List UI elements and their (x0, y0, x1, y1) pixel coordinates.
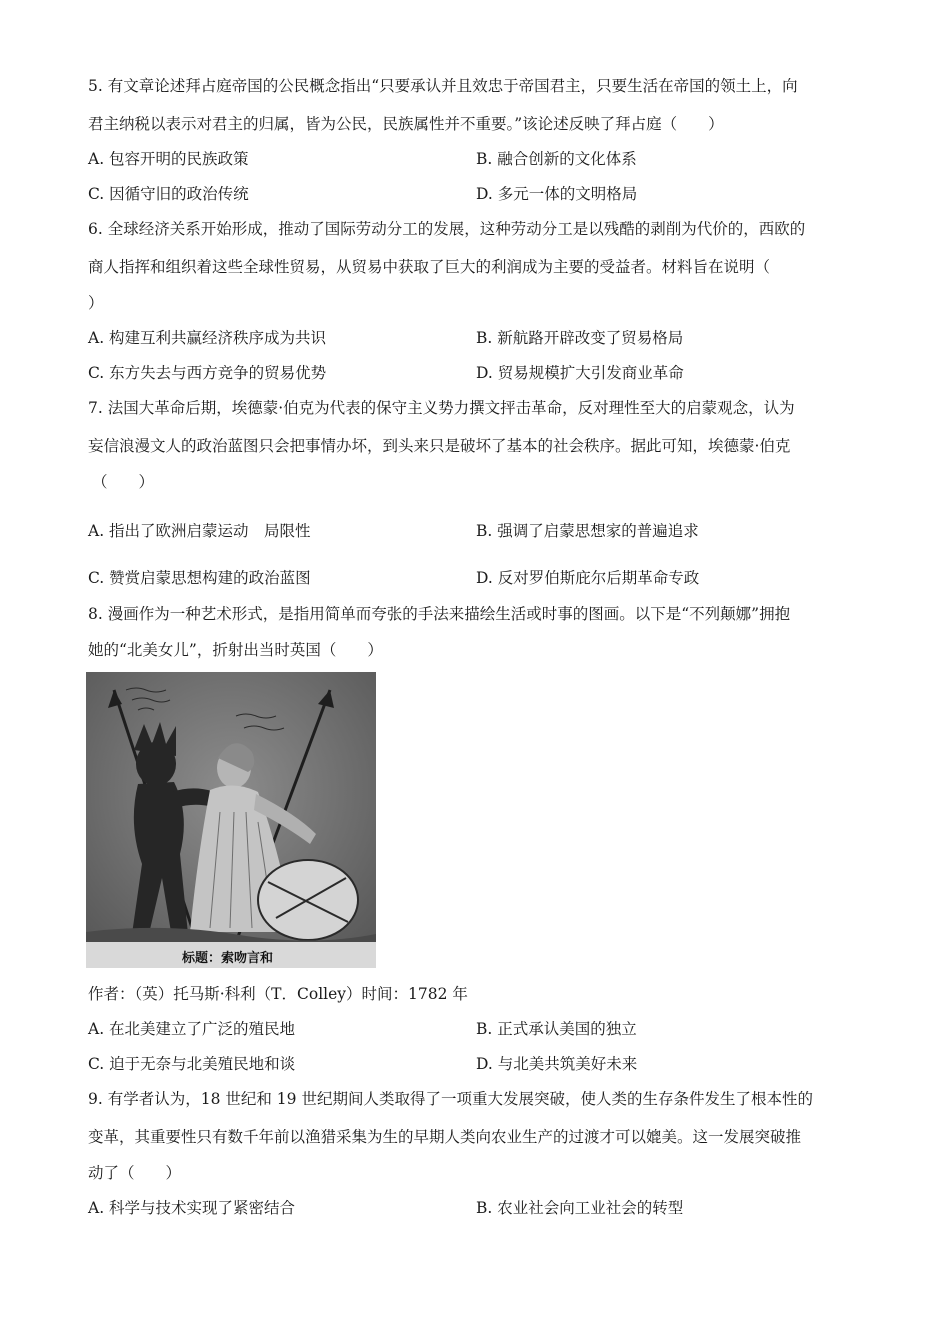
cartoon-caption-bar (86, 942, 376, 968)
q9-option-b: B. 农业社会向工业社会的转型 (476, 1199, 684, 1217)
cartoon-image (86, 672, 376, 968)
q7-option-d: D. 反对罗伯斯庇尔后期革命专政 (476, 569, 700, 587)
q5-option-b: B. 融合创新的文化体系 (476, 150, 637, 168)
q9-stem-line3: 动了（ ） (88, 1164, 182, 1182)
q6-option-a: A. 构建互利共赢经济秩序成为共识 (88, 329, 327, 347)
q6-option-c: C. 东方失去与西方竞争的贸易优势 (88, 364, 327, 382)
q8-option-b: B. 正式承认美国的独立 (476, 1020, 637, 1038)
q7-stem-line1: 7. 法国大革命后期，埃德蒙·伯克为代表的保守主义势力撰文抨击革命，反对理性至大的启蒙观念，认为 (88, 399, 795, 417)
q8-option-c: C. 迫于无奈与北美殖民地和谈 (88, 1055, 296, 1073)
q5-option-c: C. 因循守旧的政治传统 (88, 185, 249, 203)
q8-option-d: D. 与北美共筑美好未来 (476, 1055, 638, 1073)
q8-author-line: 作者：（英）托马斯·科利（T．Colley）时间：1782 年 (88, 985, 468, 1003)
q7-stem-line2: 妄信浪漫文人的政治蓝图只会把事情办坏，到头来只是破坏了基本的社会秩序。据此可知，埃德蒙·伯克 (88, 437, 791, 455)
q7-option-c: C. 赞赏启蒙思想构建的政治蓝图 (88, 569, 311, 587)
q7-stem-line3: （ ） (92, 473, 155, 491)
q7-option-a: A. 指出了欧洲启蒙运动 局限性 (88, 522, 311, 540)
q5-option-d: D. 多元一体的文明格局 (476, 185, 638, 203)
q6-stem-line3: ） (88, 294, 104, 312)
q6-option-d: D. 贸易规模扩大引发商业革命 (476, 364, 684, 382)
q5-stem-line2: 君主纳税以表示对君主的归属，皆为公民，民族属性并不重要。”该论述反映了拜占庭（ ） (88, 115, 724, 133)
q9-option-a: A. 科学与技术实现了紧密结合 (88, 1199, 296, 1217)
q5-option-a: A. 包容开明的民族政策 (88, 150, 249, 168)
q6-option-b: B. 新航路开辟改变了贸易格局 (476, 329, 684, 347)
q8-stem-line2: 她的“北美女儿”，折射出当时英国（ ） (88, 641, 383, 659)
q7-option-b: B. 强调了启蒙思想家的普遍追求 (476, 522, 699, 540)
cartoon-illustration (86, 672, 376, 968)
q9-stem-line1: 9. 有学者认为，18 世纪和 19 世纪期间人类取得了一项重大发展突破，使人类的生存条件发生了根本性的 (88, 1090, 813, 1108)
cartoon-caption: 标题：索吻言和 (182, 951, 274, 966)
q8-option-a: A. 在北美建立了广泛的殖民地 (88, 1020, 296, 1038)
q6-stem-line2: 商人指挥和组织着这些全球性贸易，从贸易中获取了巨大的利润成为主要的受益者。材料旨在说明（ (88, 258, 771, 276)
q9-stem-line2: 变革，其重要性只有数千年前以渔猎采集为生的早期人类向农业生产的过渡才可以媲美。这一发展突破推 (88, 1128, 802, 1146)
q6-stem-line1: 6. 全球经济关系开始形成，推动了国际劳动分工的发展，这种劳动分工是以残酷的剥削为代价的，西欧的 (88, 220, 806, 238)
q5-stem-line1: 5. 有文章论述拜占庭帝国的公民概念指出“只要承认并且效忠于帝国君主，只要生活在帝国的领土上，向 (88, 77, 798, 95)
q8-stem-line1: 8. 漫画作为一种艺术形式，是指用简单而夸张的手法来描绘生活或时事的图画。以下是“不列颠娜”拥抱 (88, 605, 791, 623)
